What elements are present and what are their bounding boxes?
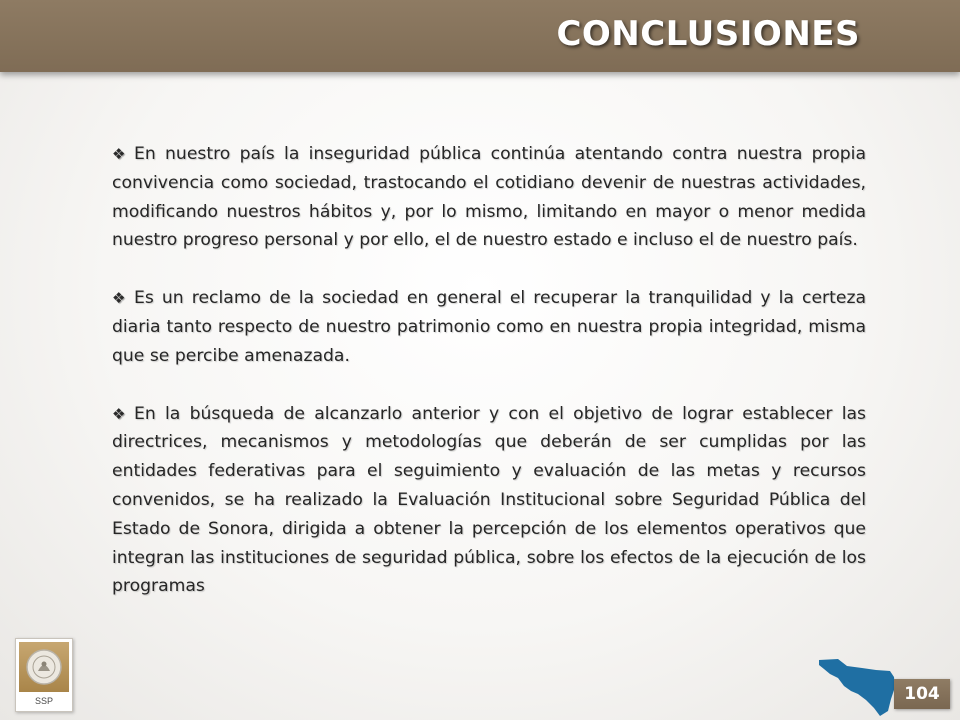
logo-label: SSP bbox=[34, 696, 53, 706]
diamond-cluster-icon: ❖ bbox=[112, 145, 126, 163]
seal-icon bbox=[19, 642, 69, 692]
diamond-cluster-icon: ❖ bbox=[112, 289, 126, 308]
conclusion-paragraph-3 bbox=[112, 400, 866, 602]
paragraph-text: En nuestro país la inseguridad pública continúa atentando contra nuestra propia convivencia como sociedad, trastocando el cotidiano devenir de nuestras actividades, modificando nuestros hábitos y, por lo mismo, limitando en mayor o menor medida nuestro progreso personal y por ello, el de nuestro estado e incluso el de nuestro país. bbox=[112, 144, 866, 251]
paragraph-text: Es un reclamo de la sociedad en general el recuperar la tranquilidad y la certeza diaria tanto respecto de nuestro patrimonio como en nuestra propia integridad, misma que se percibe amenazada. bbox=[112, 288, 866, 366]
page-number-badge: 104 bbox=[894, 679, 950, 709]
diamond-cluster-icon: ❖ bbox=[112, 404, 126, 423]
page-title: CONCLUSIONES bbox=[556, 14, 860, 54]
content-area bbox=[112, 140, 866, 601]
ssp-logo bbox=[15, 638, 73, 712]
conclusion-paragraph-2 bbox=[112, 284, 866, 370]
paragraph-text: En la búsqueda de alcanzarlo anterior y con el objetivo de lograr establecer las directrices, mecanismos y metodologías que deberán de ser cumplidas por las entidades federativas para el seguimiento y evaluación de las metas y recursos convenidos, se ha realizado la Evaluación Institucional sobre Seguridad Pública del Estado de Sonora, dirigida a obtener la percepción de los elementos operativos que integran las instituciones de seguridad pública, sobre los efectos de la ejecución de los programas bbox=[112, 403, 866, 597]
header-bar bbox=[0, 0, 960, 72]
conclusion-paragraph-1 bbox=[112, 140, 866, 255]
sonora-map-icon bbox=[816, 656, 898, 718]
